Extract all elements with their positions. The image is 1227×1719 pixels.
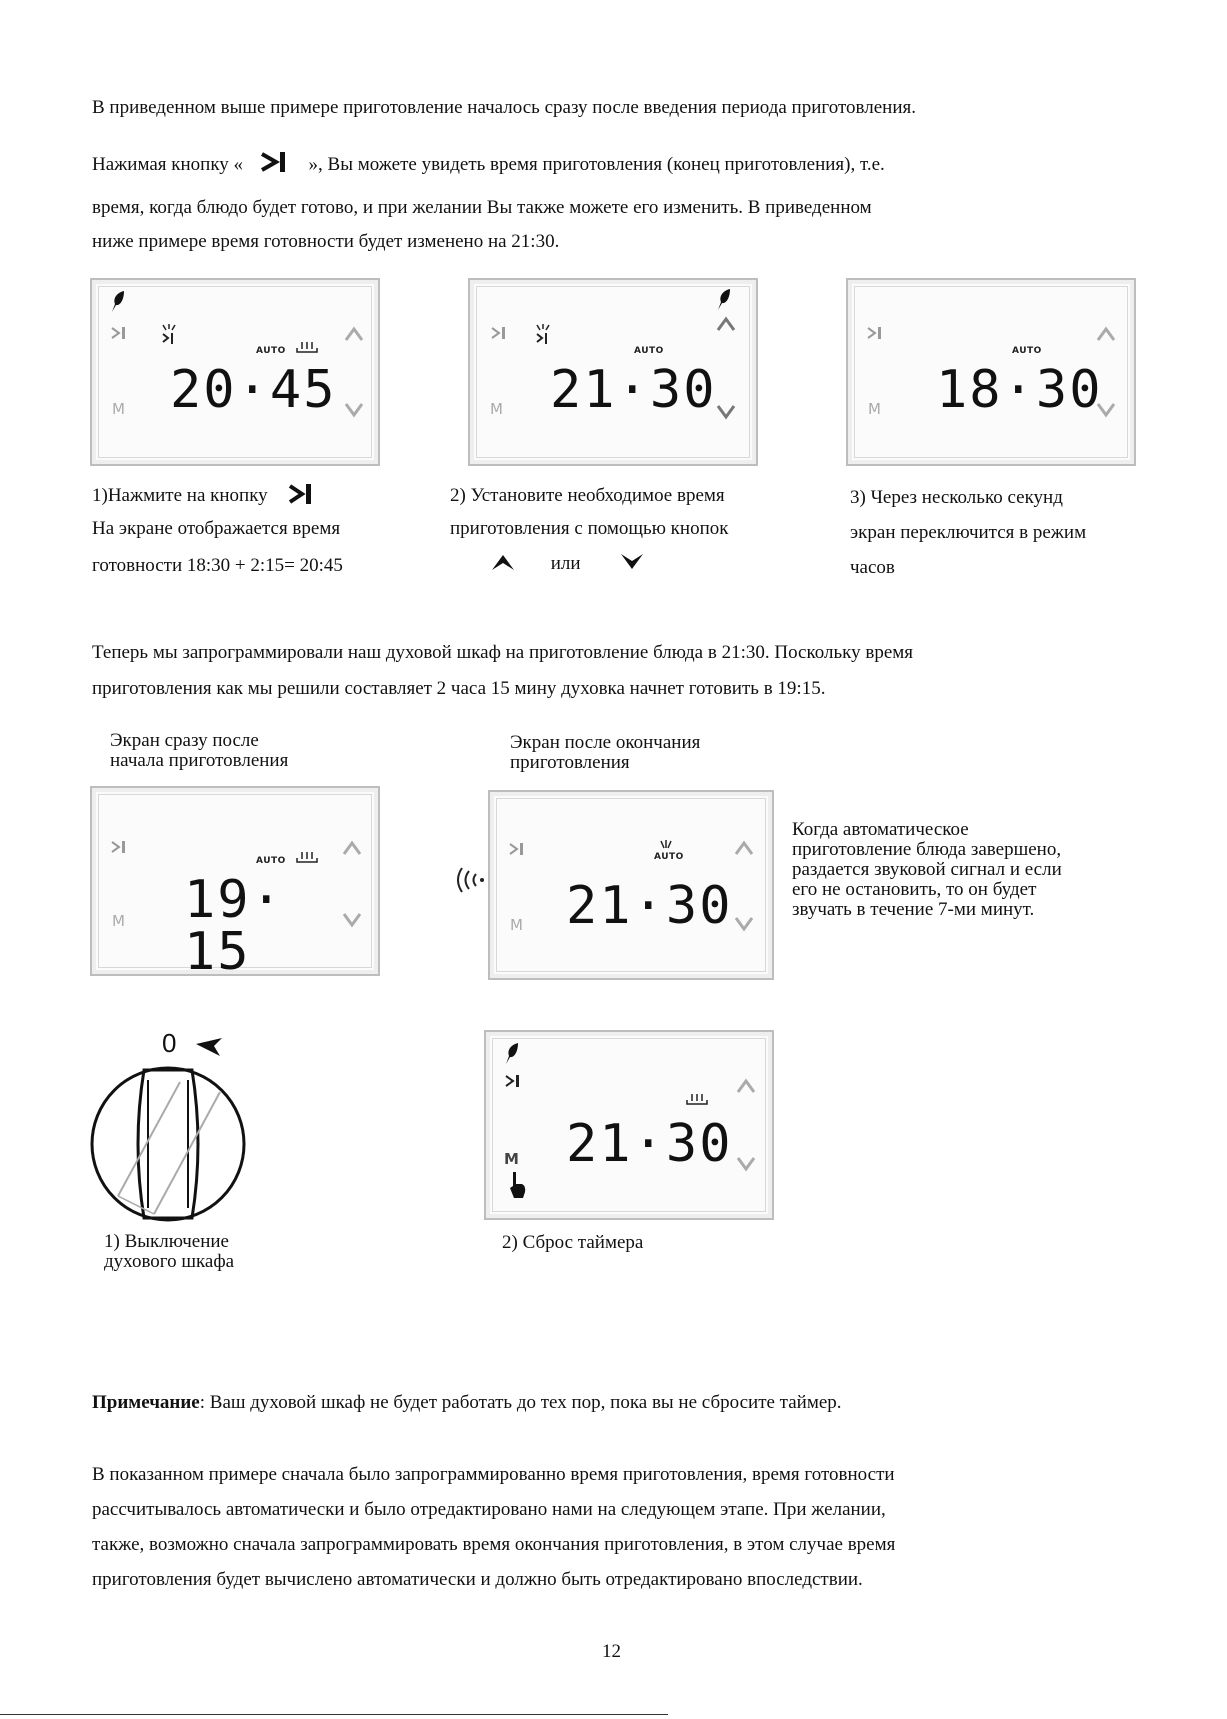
display-step-2	[468, 278, 758, 466]
end-time-icon	[508, 842, 528, 856]
end-time-active-icon	[160, 324, 178, 346]
intro-line-2-end: », Вы можете увидеть время приготовления (конец приготовления), т.е.	[308, 154, 885, 175]
knob-pointer-icon	[194, 1036, 224, 1058]
up-arrow-icon	[344, 326, 364, 342]
auto-label: AUTO	[1012, 346, 1042, 356]
knob-zero-label: 0	[162, 1028, 177, 1058]
time-readout: 19· 15	[184, 870, 284, 982]
up-arrow-icon	[490, 552, 516, 572]
end-time-active-icon	[534, 324, 552, 346]
knob-caption-line-2: духового шкафа	[104, 1251, 235, 1272]
display-cooking-start	[90, 786, 380, 982]
up-arrow-icon	[716, 316, 736, 332]
m-button-label: M	[504, 1150, 519, 1168]
display-timer-reset	[484, 1030, 774, 1220]
up-arrow-icon	[342, 840, 362, 856]
time-readout: 21·30	[566, 1114, 733, 1174]
or-text: или	[550, 553, 581, 574]
end-time-icon	[110, 840, 130, 854]
step-2-line-3	[490, 552, 645, 575]
pointing-hand-icon	[508, 1170, 528, 1200]
side-text-line-3: раздается звуковой сигнал и если	[792, 859, 1062, 880]
m-button-label: M	[868, 400, 881, 418]
up-arrow-icon	[1096, 326, 1116, 342]
para3-line-1: В показанном примере сначала было запрограммированно время приготовления, время готовности	[92, 1464, 895, 1485]
auto-label: AUTO	[654, 852, 684, 862]
down-arrow-icon	[619, 552, 645, 572]
intro-line-2	[92, 150, 885, 176]
step-3-line-3: часов	[850, 557, 895, 578]
step-1-line-2: На экране отображается время	[92, 518, 341, 539]
para3-line-2: рассчитывалось автоматически и было отредактировано нами на следующем этапе. При желании,	[92, 1499, 886, 1520]
page-number: 12	[602, 1641, 621, 1662]
up-arrow-icon	[734, 840, 754, 856]
display-step-1	[90, 278, 380, 466]
up-arrow-icon	[736, 1078, 756, 1094]
step-1-line-3: готовности 18:30 + 2:15= 20:45	[92, 555, 343, 576]
down-arrow-icon	[734, 916, 754, 932]
heat-icon	[296, 850, 318, 864]
down-arrow-icon	[342, 912, 362, 928]
leaf-icon	[110, 290, 128, 314]
time-readout: 21·30	[566, 876, 733, 936]
para3-line-3: также, возможно сначала запрограммировать время окончания приготовления, в этом случае время	[92, 1534, 896, 1555]
time-readout: 18·30	[936, 360, 1103, 420]
knob-caption-line-1: 1) Выключение	[104, 1231, 229, 1252]
para2-line-2: приготовления как мы решили составляет 2 часа 15 мину духовка начнет готовить в 19:15.	[92, 678, 826, 699]
down-arrow-icon	[716, 404, 736, 420]
auto-label: AUTO	[634, 346, 664, 356]
footer-rule	[0, 1714, 668, 1715]
sound-signal-icon	[452, 862, 486, 898]
down-arrow-icon	[736, 1156, 756, 1172]
down-arrow-icon	[344, 402, 364, 418]
alarm-flash-icon	[658, 840, 674, 850]
caption-2-line-2: приготовления	[510, 752, 630, 773]
leaf-icon	[716, 288, 734, 312]
note-label: Примечание	[92, 1392, 200, 1413]
step-3-line-2: экран переключится в режим	[850, 522, 1087, 543]
m-button-label: M	[112, 400, 125, 418]
note-text: : Ваш духовой шкаф не будет работать до тех пор, пока вы не сбросите таймер.	[199, 1392, 842, 1413]
down-arrow-icon	[1096, 402, 1116, 418]
step-2-line-1: 2) Установите необходимое время	[450, 485, 725, 506]
m-button-label: M	[490, 400, 503, 418]
step-3-line-1: 3) Через несколько секунд	[850, 487, 1063, 508]
step-1-text: 1)Нажмите на кнопку	[92, 485, 268, 506]
step-2-line-2: приготовления с помощью кнопок	[450, 518, 729, 539]
leaf-icon	[504, 1042, 522, 1066]
heat-icon	[686, 1092, 708, 1106]
intro-line-4: ниже примере время готовности будет изменено на 21:30.	[92, 231, 560, 252]
display-cooking-end	[488, 790, 774, 980]
side-text-line-5: звучать в течение 7-ми минут.	[792, 899, 1035, 920]
end-time-icon	[866, 326, 886, 340]
side-text-line-4: его не остановить, то он будет	[792, 879, 1037, 900]
end-time-icon	[490, 326, 510, 340]
caption-1-line-2: начала приготовления	[110, 750, 289, 771]
end-time-icon	[504, 1074, 524, 1088]
para2-line-1: Теперь мы запрограммировали наш духовой шкаф на приготовление блюда в 21:30. Поскольку время	[92, 642, 914, 663]
intro-line-2-start: Нажимая кнопку «	[92, 154, 244, 175]
note	[92, 1392, 842, 1414]
m-button-label: M	[112, 912, 125, 930]
time-readout: 20·45	[170, 360, 337, 420]
knob-dial-icon	[88, 1064, 248, 1224]
auto-label: AUTO	[256, 856, 286, 866]
display-step-3	[846, 278, 1136, 466]
end-time-icon	[110, 326, 130, 340]
heat-icon	[296, 340, 318, 354]
end-time-icon	[286, 483, 320, 505]
reset-caption: 2) Сброс таймера	[502, 1232, 644, 1253]
side-text-line-2: приготовление блюда завершено,	[792, 839, 1062, 860]
auto-label: AUTO	[256, 346, 286, 356]
step-1-line-1	[92, 483, 320, 507]
caption-2-line-1: Экран после окончания	[510, 732, 701, 753]
m-button-label: M	[510, 916, 523, 934]
caption-1-line-1: Экран сразу после	[110, 730, 259, 751]
intro-line-1: В приведенном выше примере приготовление началось сразу после введения периода приготовления.	[92, 97, 916, 118]
oven-knob	[88, 1028, 288, 1228]
time-readout: 21·30	[550, 360, 717, 420]
end-time-icon	[256, 150, 296, 174]
intro-line-3: время, когда блюдо будет готово, и при желании Вы также можете его изменить. В приведенном	[92, 197, 872, 218]
side-text-line-1: Когда автоматическое	[792, 819, 969, 840]
para3-line-4: приготовления будет вычислено автоматически и должно быть отредактировано впоследствии.	[92, 1569, 863, 1590]
